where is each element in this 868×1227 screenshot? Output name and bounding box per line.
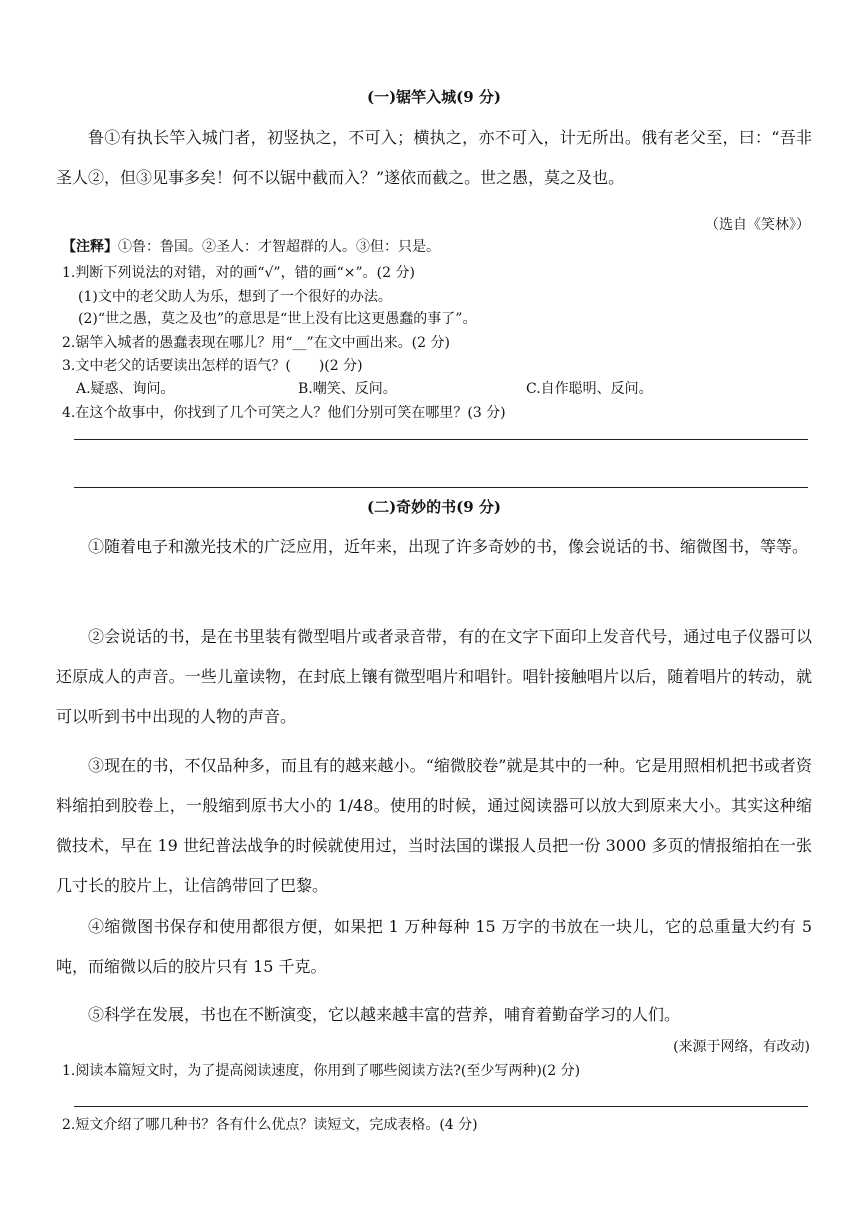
s2-question-2: 2.短文介绍了哪几种书？各有什么优点？读短文，完成表格。(4 分) — [62, 1117, 478, 1133]
answer-line-1 — [74, 439, 808, 440]
s1-q3-option-a: A.疑惑、询问。 — [76, 381, 175, 397]
section1-notes — [62, 236, 440, 256]
section2-title: (二)奇妙的书(9 分) — [366, 498, 502, 516]
s1-q3-option-c: C.自作聪明、反问。 — [526, 381, 653, 397]
s1-question-1: 1.判断下列说法的对错，对的画“√”，错的画“×”。(2 分) — [62, 265, 415, 281]
s1-question-2: 2.锯竿入城者的愚蠢表现在哪儿？用“__”在文中画出来。(2 分) — [62, 335, 450, 351]
section2-paragraph-1: ①随着电子和激光技术的广泛应用，近年来，出现了许多奇妙的书，像会说话的书、缩微图书，等等。 — [88, 537, 809, 556]
section2-paragraph-2: ②会说话的书，是在书里装有微型唱片或者录音带，有的在文字下面印上发音代号，通过电子仪器可以还原成人的声音。一些儿童读物，在封底上镶有微型唱片和唱针。唱针接触唱片以后，随着唱片的转动，就可以听到书中出现的人物的声音。 — [56, 627, 812, 726]
section1-title: (一)锯竿入城(9 分) — [366, 88, 502, 106]
section2-source: (来源于网络，有改动) — [673, 1039, 810, 1055]
answer-line-2 — [74, 487, 808, 488]
section1-source: （选自《笑林》） — [705, 217, 810, 233]
section2-paragraph-3: ③现在的书，不仅品种多，而且有的越来越小。“缩微胶卷”就是其中的一种。它是用照相机把书或者资料缩拍到胶卷上，一般缩到原书大小的 1/48。使用的时候，通过阅读器可以放大到原来大小。其实这种缩微技术，早在 19 世纪普法战争的时候就使用过，当时法国的谍报人员把一份 3000 多页的情报缩拍在一张几寸长的胶片上，让信鸽带回了巴黎。 — [56, 756, 812, 895]
s1-q3-option-b: B.嘲笑、反问。 — [298, 381, 397, 397]
s1-question-1-a: (1)文中的老父助人为乐，想到了一个很好的办法。 — [78, 289, 392, 305]
notes-text: ①鲁：鲁国。②圣人：才智超群的人。③但：只是。 — [118, 239, 440, 255]
section2-paragraph-5: ⑤科学在发展，书也在不断演变，它以越来越丰富的营养，哺育着勤奋学习的人们。 — [88, 1005, 681, 1024]
s2-question-1: 1.阅读本篇短文时，为了提高阅读速度，你用到了哪些阅读方法?(至少写两种)(2 分) — [62, 1063, 581, 1079]
notes-tag: 【注释】 — [62, 239, 118, 255]
section2-paragraph-4: ④缩微图书保存和使用都很方便，如果把 1 万种每种 15 万字的书放在一块儿，它的总重量大约有 5 吨，而缩微以后的胶片只有 15 千克。 — [56, 917, 812, 976]
answer-line-3 — [74, 1106, 808, 1107]
s1-question-4: 4.在这个故事中，你找到了几个可笑之人？他们分别可笑在哪里？(3 分) — [62, 405, 506, 421]
s1-question-3: 3.文中老父的话要读出怎样的语气？( )(2 分) — [62, 358, 363, 374]
s1-question-1-b: (2)“世之愚，莫之及也”的意思是“世上没有比这更愚蠢的事了”。 — [78, 311, 477, 327]
section1-passage: 鲁①有执长竿入城门者，初竖执之，不可入；横执之，亦不可入，计无所出。俄有老父至，曰：“吾非圣人②，但③见事多矣！何不以锯中截而入？”遂依而截之。世之愚，莫之及也。 — [56, 128, 812, 187]
